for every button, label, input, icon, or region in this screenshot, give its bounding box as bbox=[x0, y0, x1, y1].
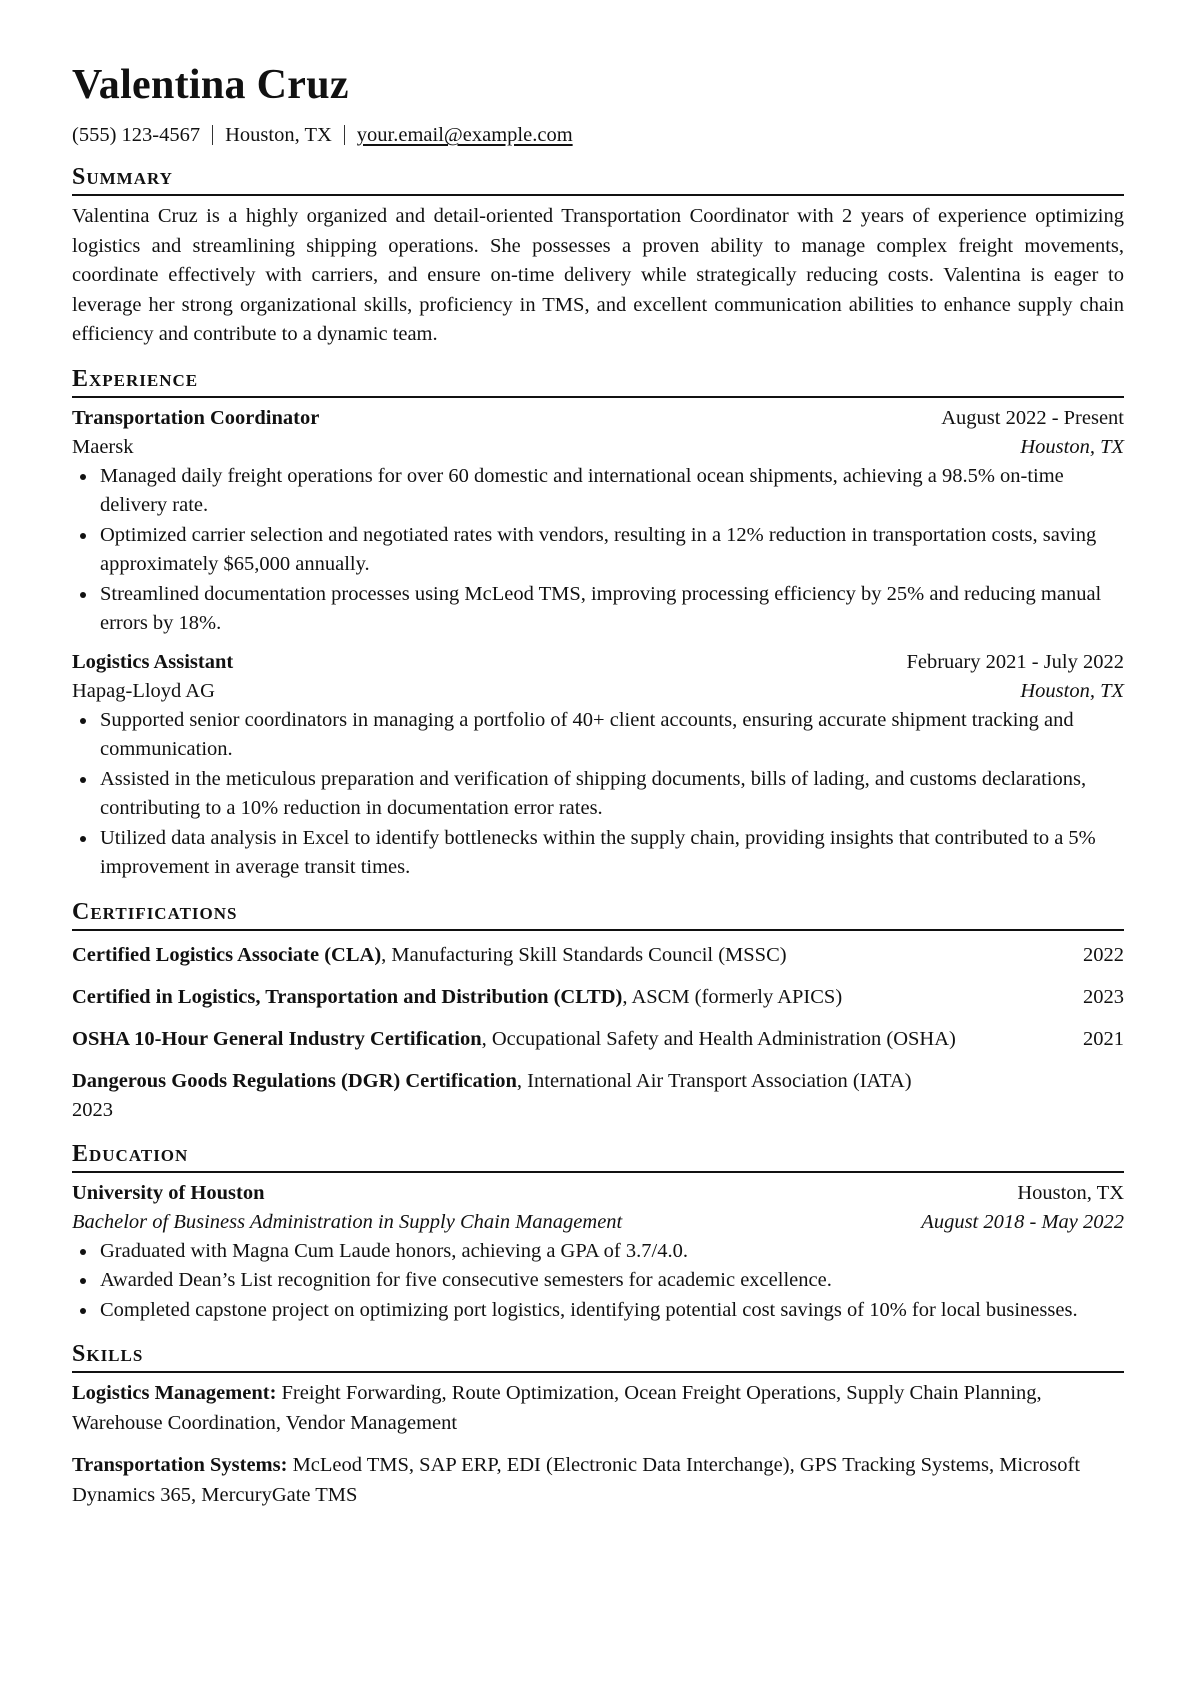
candidate-name: Valentina Cruz bbox=[72, 62, 349, 108]
summary-text: Valentina Cruz is a highly organized and detail-oriented Transportation Coordinator with 2 years of experience optimizing logistics and streamlining shipping operations. She possesses a proven ability to manage complex freight movements, coordinate effectively with carriers, and ensure on-time delivery while strategically reducing costs. Valentina is eager to leverage her strong organizational skills, proficiency in TMS, and excellent communication abilities to enhance supply chain efficiency and contribute to a dynamic team. bbox=[72, 205, 1124, 345]
job-location: Houston, TX bbox=[1020, 435, 1124, 458]
job-role: Transportation Coordinator bbox=[72, 406, 320, 429]
cert-name: Certified Logistics Associate (CLA) bbox=[72, 943, 382, 966]
phone-number: (555) 123-4567 bbox=[72, 124, 201, 146]
section-title-skills: Skills bbox=[72, 1339, 1124, 1373]
job-dates: February 2021 - July 2022 bbox=[906, 650, 1124, 673]
education-dates: August 2018 - May 2022 bbox=[921, 1210, 1124, 1233]
experience-section bbox=[72, 364, 1124, 883]
education-section bbox=[72, 1139, 1124, 1326]
job-bullets bbox=[72, 706, 1124, 883]
section-title-experience: Experience bbox=[72, 364, 1124, 398]
email-link[interactable]: your.email@example.com bbox=[356, 124, 573, 146]
skill-group-label: Transportation Systems: bbox=[72, 1454, 288, 1476]
contact-line bbox=[72, 122, 1124, 148]
degree: Bachelor of Business Administration in Supply Chain Management bbox=[72, 1210, 623, 1233]
job-entry bbox=[72, 648, 1124, 883]
job-company: Hapag-Lloyd AG bbox=[72, 679, 215, 702]
skill-group-label: Logistics Management: bbox=[72, 1382, 277, 1404]
cert-year: 2022 bbox=[1083, 943, 1124, 966]
job-dates: August 2022 - Present bbox=[941, 406, 1124, 429]
education-bullets bbox=[72, 1237, 1124, 1326]
cert-issuer: , Manufacturing Skill Standards Council (MSSC) bbox=[381, 943, 787, 966]
certification-item bbox=[72, 941, 1124, 970]
bullet-item: Utilized data analysis in Excel to identify bottlenecks within the supply chain, providing insights that contributed to a 5% improvement in average transit times. bbox=[72, 824, 1124, 883]
certification-item bbox=[72, 1025, 1124, 1054]
skills-section bbox=[72, 1339, 1124, 1510]
cert-year: 2023 bbox=[1083, 985, 1124, 1008]
separator bbox=[212, 125, 213, 145]
resume-page bbox=[72, 60, 1124, 1523]
cert-year: 2021 bbox=[1083, 1027, 1124, 1050]
job-location: Houston, TX bbox=[1020, 679, 1124, 702]
school-location: Houston, TX bbox=[1017, 1181, 1124, 1204]
skill-group-value: Freight Forwarding, Route Optimization, Ocean Freight Operations, Supply Chain Planning, Warehouse Coordination, Vendor Management bbox=[72, 1382, 1042, 1434]
certifications-section bbox=[72, 897, 1124, 1125]
bullet-item: Assisted in the meticulous preparation and verification of shipping documents, bills of lading, and customs declarations, contributing to a 10% reduction in documentation error rates. bbox=[72, 765, 1124, 824]
bullet-item: Graduated with Magna Cum Laude honors, achieving a GPA of 3.7/4.0. bbox=[72, 1237, 1124, 1267]
resume-header bbox=[72, 60, 1124, 148]
section-title-certifications: Certifications bbox=[72, 897, 1124, 931]
skill-group bbox=[72, 1379, 1124, 1438]
cert-name: OSHA 10-Hour General Industry Certification bbox=[72, 1027, 482, 1050]
location: Houston, TX bbox=[225, 124, 332, 146]
section-title-summary: Summary bbox=[72, 162, 1124, 196]
bullet-item: Completed capstone project on optimizing port logistics, identifying potential cost savings of 10% for local businesses. bbox=[72, 1296, 1124, 1326]
bullet-item: Managed daily freight operations for over 60 domestic and international ocean shipments, achieving a 98.5% on-time delivery rate. bbox=[72, 462, 1124, 521]
skill-group-value: McLeod TMS, SAP ERP, EDI (Electronic Data Interchange), GPS Tracking Systems, Microsoft Dynamics 365, MercuryGate TMS bbox=[72, 1454, 1081, 1506]
bullet-item: Streamlined documentation processes using McLeod TMS, improving processing efficiency by 25% and reducing manual errors by 18%. bbox=[72, 580, 1124, 639]
cert-issuer: , International Air Transport Association (IATA) bbox=[516, 1069, 912, 1092]
bullet-item: Supported senior coordinators in managing a portfolio of 40+ client accounts, ensuring accurate shipment tracking and communication. bbox=[72, 706, 1124, 765]
skill-group bbox=[72, 1451, 1124, 1510]
job-entry bbox=[72, 404, 1124, 639]
certification-item bbox=[72, 983, 1124, 1012]
bullet-item: Awarded Dean’s List recognition for five consecutive semesters for academic excellence. bbox=[72, 1266, 1124, 1296]
cert-year: 2023 bbox=[72, 1098, 113, 1121]
job-bullets bbox=[72, 462, 1124, 639]
bullet-item: Optimized carrier selection and negotiated rates with vendors, resulting in a 12% reduction in transportation costs, saving approximately $65,000 annually. bbox=[72, 521, 1124, 580]
certification-item bbox=[72, 1067, 1124, 1125]
job-company: Maersk bbox=[72, 435, 134, 458]
cert-issuer: , ASCM (formerly APICS) bbox=[622, 985, 843, 1008]
school-name: University of Houston bbox=[72, 1181, 265, 1204]
summary-section bbox=[72, 162, 1124, 350]
cert-name: Certified in Logistics, Transportation and Distribution (CLTD) bbox=[72, 985, 623, 1008]
job-role: Logistics Assistant bbox=[72, 650, 234, 673]
section-title-education: Education bbox=[72, 1139, 1124, 1173]
separator bbox=[344, 125, 345, 145]
cert-issuer: , Occupational Safety and Health Administration (OSHA) bbox=[481, 1027, 956, 1050]
cert-name: Dangerous Goods Regulations (DGR) Certification bbox=[72, 1069, 517, 1092]
